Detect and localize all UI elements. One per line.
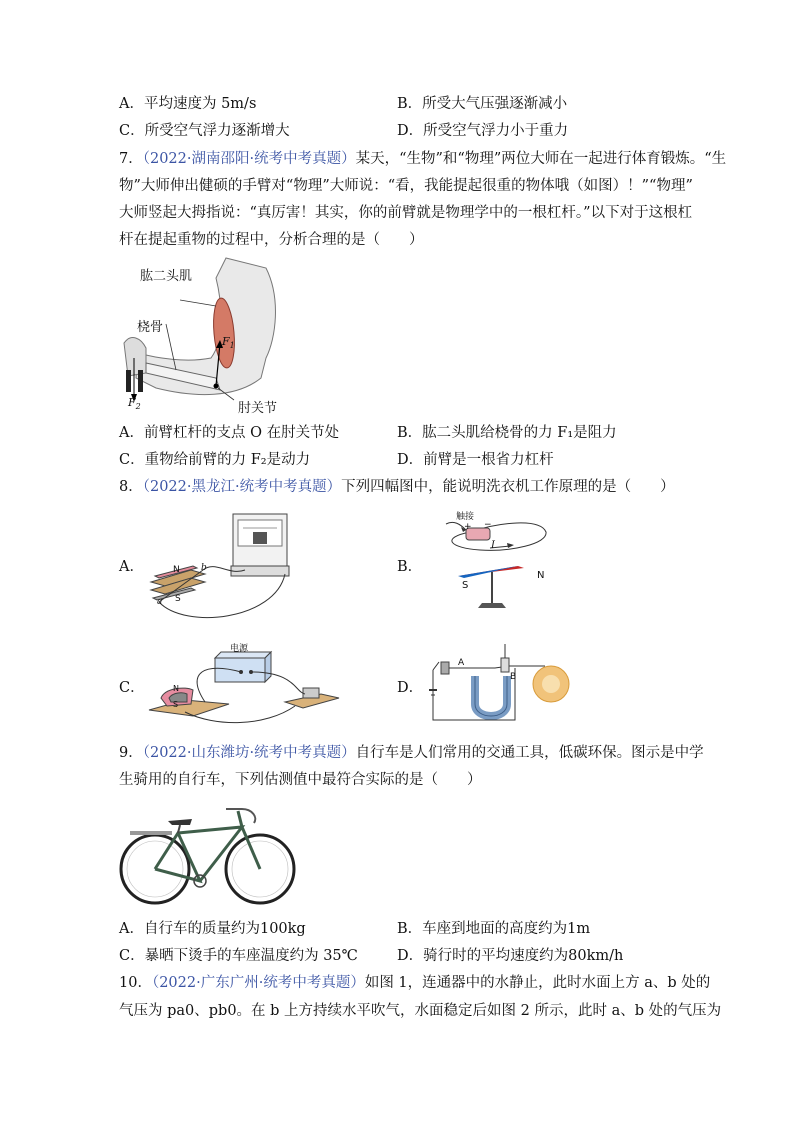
q8-line-1 bbox=[119, 477, 675, 497]
q7-number: 7． bbox=[119, 151, 143, 167]
q9-option-a: A．自行车的质量约为100kg bbox=[119, 921, 306, 937]
q10-line-2: 气压为 pa0、pb0。在 b 上方持续水平吹气，水面稳定后如图 2 所示，此时 a、b 处的气压为 bbox=[119, 1003, 722, 1019]
q8-fig-b-minus: − bbox=[484, 520, 492, 530]
q7-label-f1: $F_1$ bbox=[222, 335, 235, 351]
q6-option-a: A．平均速度为 5m/s bbox=[119, 96, 257, 112]
q8-fig-c-s: S bbox=[173, 700, 179, 709]
q9-option-c: C．暴晒下烫手的车座温度约为 35℃ bbox=[119, 948, 358, 964]
q7-line-4: 杆在提起重物的过程中，分析合理的是（ ） bbox=[119, 232, 424, 248]
q8-fig-b-current: I bbox=[491, 540, 495, 551]
q8-fig-b-n: N bbox=[537, 570, 545, 581]
q10-line-1 bbox=[119, 973, 710, 993]
q6-option-d: D．所受空气浮力小于重力 bbox=[397, 123, 569, 139]
q8-fig-c-n: N bbox=[173, 684, 179, 693]
q9-option-d: D．骑行时的平均速度约为80km/h bbox=[397, 948, 624, 964]
q7-label-bone: 桡骨 bbox=[137, 320, 164, 335]
q7-line-3: 大师竖起大拇指说：“真厉害！其实，你的前臂就是物理学中的一根杠杆。”以下对于这根杠 bbox=[119, 205, 693, 221]
q7-option-a: A．前臂杠杆的支点 O 在肘关节处 bbox=[119, 425, 340, 441]
q8-text: 下列四幅图中，能说明洗衣机工作原理的是（ ） bbox=[341, 479, 675, 495]
q8-fig-b bbox=[430, 510, 580, 615]
q10-number: 10． bbox=[119, 975, 152, 991]
q7-label-f2: $F_2$ bbox=[128, 396, 141, 412]
q7-option-d: D．前臂是一根省力杠杆 bbox=[397, 452, 554, 468]
q8-fig-d bbox=[425, 640, 575, 730]
q7-source: （2022·湖南邵阳·统考中考真题） bbox=[142, 151, 356, 167]
q6-option-c: C．所受空气浮力逐渐增大 bbox=[119, 123, 290, 139]
q7-text-1: 某天，“生物”和“物理”两位大师在一起进行体育锻炼。“生 bbox=[355, 151, 727, 167]
q8-fig-a-n: N bbox=[173, 565, 180, 575]
q9-number: 9． bbox=[119, 745, 143, 761]
q8-option-b: B． bbox=[397, 559, 423, 575]
q7-label-joint: 肘关节 bbox=[238, 401, 278, 416]
q10-source: （2022·广东广州·统考中考真题） bbox=[151, 975, 365, 991]
q9-line-1 bbox=[119, 743, 704, 763]
q8-fig-c-power: 电源 bbox=[230, 644, 249, 654]
q8-fig-a-b: b bbox=[201, 563, 207, 573]
q8-number: 8． bbox=[119, 479, 143, 495]
q8-option-d: D． bbox=[397, 680, 424, 696]
q8-fig-b-s: S bbox=[462, 580, 469, 591]
q8-source: （2022·黑龙江·统考中考真题） bbox=[142, 479, 342, 495]
q8-fig-b-touch: 触接 bbox=[456, 512, 475, 522]
q8-fig-b-plus: + bbox=[464, 522, 472, 532]
q7-option-b: B．肱二头肌给桡骨的力 F₁是阻力 bbox=[397, 425, 617, 441]
q8-fig-a bbox=[145, 510, 305, 625]
q9-option-b: B．车座到地面的高度约为1m bbox=[397, 921, 591, 937]
q8-fig-a-s: S bbox=[175, 594, 181, 604]
q8-fig-d-b: B bbox=[510, 672, 517, 682]
q8-fig-d-a: A bbox=[458, 658, 465, 668]
q9-source: （2022·山东潍坊·统考中考真题） bbox=[142, 745, 356, 761]
q9-line-2: 生骑用的自行车，下列估测值中最符合实际的是（ ） bbox=[119, 772, 482, 788]
q8-option-a: A． bbox=[119, 559, 144, 575]
q7-line-1 bbox=[119, 149, 726, 169]
q8-fig-a-a: a bbox=[157, 597, 163, 607]
q7-line-2: 物”大师伸出健硕的手臂对“物理”大师说：“看，我能提起很重的物体哦（如图）！”“物理” bbox=[119, 178, 693, 194]
q9-text-1: 自行车是人们常用的交通工具，低碳环保。图示是中学 bbox=[355, 745, 704, 761]
q9-bicycle-figure bbox=[118, 797, 298, 912]
q10-text-1: 如图 1，连通器中的水静止，此时水面上方 a、b 处的 bbox=[364, 975, 711, 991]
q7-option-c: C．重物给前臂的力 F₂是动力 bbox=[119, 452, 311, 468]
q7-label-muscle: 肱二头肌 bbox=[140, 269, 193, 284]
q6-option-b: B．所受大气压强逐渐减小 bbox=[397, 96, 568, 112]
q8-option-c: C． bbox=[119, 680, 145, 696]
